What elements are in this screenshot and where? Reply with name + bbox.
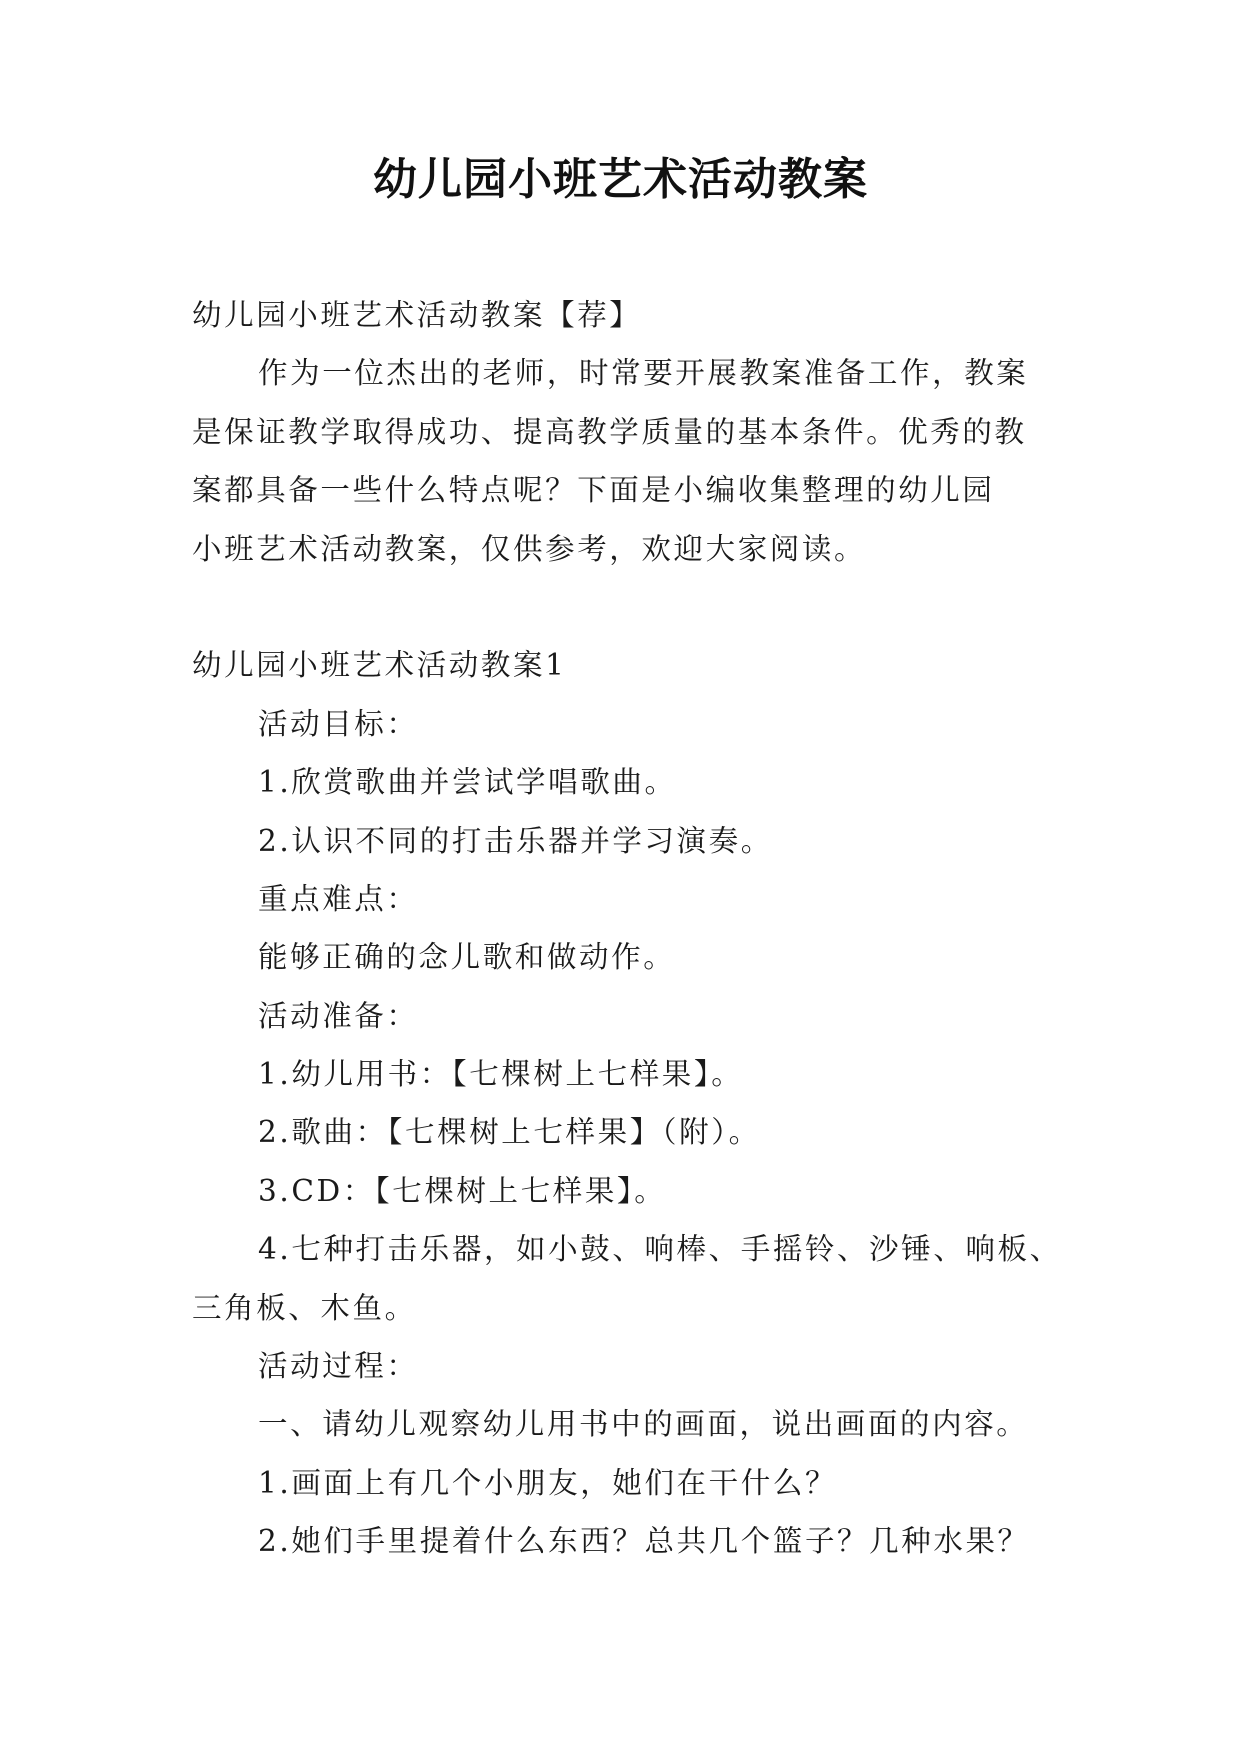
key-points-heading: 重点难点： [258,881,419,916]
prep-item: 4.七种打击乐器，如小鼓、响棒、手摇铃、沙锤、响板、 [258,1232,1062,1267]
prep-item: 3.CD：【七棵树上七样果】。 [258,1173,667,1208]
prep-item: 2.歌曲：【七棵树上七样果】（附）。 [258,1115,761,1150]
prep-heading: 活动准备： [258,998,419,1033]
process-item: 2.她们手里提着什么东西？总共几个篮子？几种水果？ [258,1524,1030,1559]
prep-item: 1.幼儿用书：【七棵树上七样果】。 [258,1057,744,1092]
intro-paragraph-line: 作为一位杰出的老师，时常要开展教案准备工作，教案 [258,356,1029,391]
prep-item-continuation: 三角板、木鱼。 [192,1290,417,1325]
process-item: 一、请幼儿观察幼儿用书中的画面，说出画面的内容。 [258,1407,1029,1442]
goal-item: 2.认识不同的打击乐器并学习演奏。 [258,823,773,858]
document-body [192,286,1072,1571]
goal-heading: 活动目标： [258,706,419,741]
intro-paragraph-line: 是保证教学取得成功、提高教学质量的基本条件。优秀的教 [192,414,1027,449]
intro-paragraph-line: 案都具备一些什么特点呢？下面是小编收集整理的幼儿园 [192,473,995,508]
process-heading: 活动过程： [258,1349,419,1384]
goal-item: 1.欣赏歌曲并尝试学唱歌曲。 [258,765,677,800]
document-title: 幼儿园小班艺术活动教案 [373,154,868,205]
blank-line [192,578,1072,636]
intro-paragraph-line: 小班艺术活动教案，仅供参考，欢迎大家阅读。 [192,531,867,566]
section-heading: 幼儿园小班艺术活动教案1 [192,648,567,683]
process-item: 1.画面上有几个小朋友，她们在干什么？ [258,1465,838,1500]
key-points-text: 能够正确的念儿歌和做动作。 [258,940,676,975]
intro-subtitle: 幼儿园小班艺术活动教案【荐】 [192,298,642,332]
